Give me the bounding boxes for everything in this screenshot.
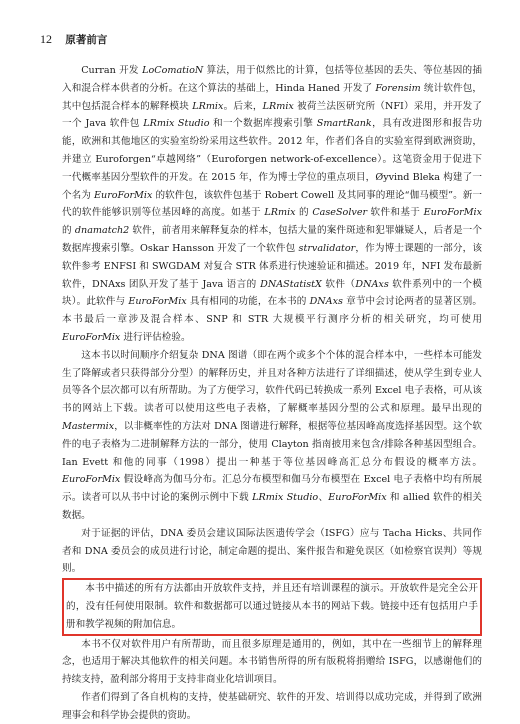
highlighted-paragraph bbox=[62, 578, 482, 635]
text-run: 。后来， bbox=[223, 100, 263, 112]
text-run: 对于证据的评估，DNA 委员会建议国际法医遗传学会（ISFG）应与 Tacha Hicks、共同作者和 DNA 委员会的成员进行讨论，制定命题的提出、案件报告和避免误区（如检察官误判）等规则。 bbox=[62, 527, 482, 575]
italic-term: EuroForMix bbox=[94, 189, 153, 201]
italic-term: DNAStatistX bbox=[260, 278, 322, 290]
italic-term: Forensim bbox=[375, 82, 421, 94]
italic-term: SmartRank bbox=[316, 118, 372, 130]
text-run: 这本书以时间顺序介绍复杂 DNA 图谱（即在两个或多个个体的混合样本中，一些样本可能发生了降解或者只获得部分分型）的解释历史，并且对各种方法进行了详细描述，使从学生到专业人员等各个层次都可以有所帮助。为了方便学习，软件代码已转换成一系列 Excel 电子表格，可从该书的网站上下载。读者可以使用这些电子表格，了解概率基因分型的公式和原理。最早出现的 bbox=[62, 349, 482, 415]
text-run: 作者们得到了各自机构的支持，使基础研究、软件的开发、培训得以成功完成，并得到了欧洲理事会和科学协会提供的资助。 bbox=[62, 691, 482, 721]
italic-term: DNAxs bbox=[355, 278, 389, 290]
text-run: 和一个数据库搜索引擎 bbox=[209, 118, 317, 130]
text-run: 的软件包，该软件包基于 Robert Cowell 及其同事的理论“伽马模型”。新一代的软件能够识别等位基因峰的高度。如基于 bbox=[62, 189, 482, 219]
italic-term: LRmix bbox=[192, 100, 224, 112]
text-run: 、 bbox=[318, 492, 329, 504]
text-run: 软件，前者用来解释复杂的样本，包括大量的案件斑迹和犯罪嫌疑人，后者是一个数据库搜索引擎。Oskar Hansson 开发了一个软件包 bbox=[62, 225, 482, 254]
paragraph bbox=[62, 636, 482, 689]
text-run: 的 bbox=[295, 207, 313, 219]
paragraph bbox=[62, 689, 482, 724]
text-run: 本书不仅对软件用户有所帮助，而且很多原理是通用的，例如，其中在一些细节上的解释理念，也适用于解决其他软件的相关问题。本书销售所得的所有版税将捐赠给 ISFG，以感谢他们的持续支持，盈利部分将用于支持非商业化培训项目。 bbox=[62, 638, 482, 686]
paragraph bbox=[62, 525, 482, 578]
text-run: 假设峰高为伽马分布。汇总分布模型和伽马分布模型在 Excel 电子表格中均有所展示。读者可以从书中讨论的案例示例中下载 bbox=[62, 474, 482, 504]
text-run: 的 bbox=[62, 225, 75, 237]
italic-term: LoComatioN bbox=[142, 65, 204, 76]
text-run: 本书中描述的所有方法都由开放软件支持，并且还有培训课程的演示。开放软件是完全公开的，没有任何使用限制。软件和数据都可以通过链接从本书的网站下载。链接中还有包括用户手册和教学视频的附加信息。 bbox=[66, 583, 478, 630]
running-header bbox=[40, 30, 480, 48]
italic-term: EuroForMix bbox=[128, 296, 187, 308]
paragraph bbox=[62, 62, 482, 347]
text-run: 章节中会讨论两者的显著区别。本书最后一章涉及混合样本、SNP 和 STR 大规模平行测序分析的相关研究，均可使用 bbox=[62, 296, 482, 326]
italic-term: LRmix bbox=[264, 207, 296, 219]
text-run: 被荷兰法医研究所（NFI）采用，并开发了一个 Java 软件包 bbox=[62, 100, 482, 130]
italic-term: EuroForMix bbox=[423, 207, 482, 219]
text-run: 具有相同的功能，在本书的 bbox=[186, 296, 310, 308]
page-number: 12 bbox=[40, 32, 52, 46]
text-run: 进行评估检验。 bbox=[120, 331, 191, 343]
italic-term: Mastermix bbox=[62, 420, 115, 432]
italic-term: EuroForMix bbox=[62, 331, 121, 343]
text-run: ，作为博士课题的一部分，该软件参考 ENFSI 和 SWGDAM 对复合 STR 体系进行快速验证和描述。2019 年，NFI 发布最新软件，DNAxs 团队开发了基于 Java 语言的 bbox=[62, 242, 482, 290]
italic-term: strvalidator bbox=[298, 242, 356, 254]
text-run: Curran 开发 bbox=[81, 65, 143, 76]
text-run: 软件（ bbox=[321, 278, 356, 290]
italic-term: LRmix Studio bbox=[143, 118, 210, 130]
italic-term: LRmix bbox=[262, 100, 294, 112]
text-run: ，以非概率性的方法对 DNA 图谱进行解释，根据等位基因峰高度选择基因型。这个软件的电子表格为二进制解释方法的一部分，使用 Clayton 指南披用来包含/排除各种基因型组合。Ian Evett 和他的同事（1998）提出一种基于等位基因峰高汇总分布假设的概率方法。 bbox=[62, 420, 482, 468]
text-run: 统计软件包，其中包括混合样本的解释模块 bbox=[62, 82, 482, 112]
paragraph bbox=[62, 347, 482, 525]
italic-term: EuroForMix bbox=[328, 492, 387, 504]
italic-term: dnamatch2 bbox=[74, 225, 130, 237]
italic-term: CaseSolver bbox=[312, 207, 368, 219]
italic-term: EuroForMix bbox=[62, 474, 121, 486]
header-title: 原著前言 bbox=[65, 34, 108, 46]
text-run: 算法，用于似然比的计算，包括等位基因的丢失、等位基因的插入和混合样本供者的分析。在这个算法的基础上，Hinda Haned 开发了 bbox=[62, 65, 482, 94]
text-run: 软件系列中的一个模块）。此软件与 bbox=[62, 278, 482, 308]
text-run: ，具有改进图形和报告功能，欧洲和其他地区的实验室纷纷采用这些软件。2012 年，作者们各自的实验室得到欧洲资助，并建立 Euroforgen“卓越网络”（Euroforgen network-of-excellence）。这笔资金用于促进下一代概率基因分型软件的开发。在 2015 年，作为博士学位的重点项目，Øyvind Bleka 构建了一个名为 bbox=[62, 118, 483, 201]
text-run: 软件和基于 bbox=[367, 207, 424, 219]
italic-term: DNAxs bbox=[309, 296, 343, 308]
text-run: 和 allied 软件的相关数据。 bbox=[62, 492, 482, 521]
preface-body bbox=[62, 62, 482, 724]
italic-term: LRmix Studio bbox=[252, 492, 319, 504]
